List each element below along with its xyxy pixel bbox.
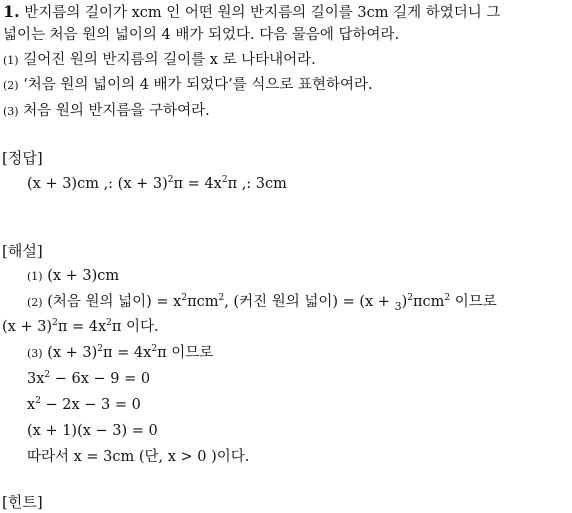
superscript: 2 [221,175,228,185]
sub-question-number: (1) [3,54,19,67]
explanation-line-2 [27,292,497,317]
problem-stem-line2: 넓이는 처음 원의 넓이의 4 배가 되었다. 다음 물음에 답하여라. [3,27,400,43]
explanation-line-5 [27,369,150,389]
sub-question-2 [3,75,373,96]
subscript-number: 3 [394,299,402,313]
explanation-line-4 [27,343,213,364]
answer-part: ,: 3cm [241,176,287,192]
explanation-line-1 [27,266,119,287]
explanation-text: πcm [187,294,219,310]
superscript: 2 [106,318,112,328]
problem-stem-line1 [3,2,500,23]
problem-number: 1. [3,2,20,21]
explanation-text: , (커진 원의 넓이) = (x + [224,294,395,310]
superscript: 2 [218,293,225,303]
explanation-line-6 [27,395,141,415]
superscript: 2 [181,293,188,303]
answer-part: π [227,176,238,192]
explanation-text: (처음 원의 넓이) = x [47,294,182,310]
superscript: 2 [44,370,51,380]
explanation-text: − 6x − 9 = 0 [50,371,151,387]
superscript: 2 [167,175,174,185]
explanation-label: [해설] [2,242,43,260]
explanation-text: π = 4x [103,345,152,361]
superscript: 2 [52,318,58,328]
explanation-text: 3x [27,371,45,387]
superscript: 2 [35,396,41,406]
explanation-text: (x + 3)cm [47,268,120,284]
superscript: 2 [407,293,413,303]
sub-question-text: 길어진 원의 반지름의 길이를 x 로 나타내어라. [23,52,316,68]
explanation-number: (2) [27,296,43,309]
explanation-line-3 [2,317,159,337]
sub-question-3 [3,101,210,122]
sub-question-text: ‘처음 원의 넓이의 4 배가 되었다’를 식으로 표현하여라. [23,77,373,93]
answer-label: [정답] [2,149,43,167]
problem-stem-text1: 반지름의 길이가 xcm 인 어떤 원의 반지름의 길이를 3cm 길게 하였더니 그 [24,5,501,21]
explanation-text: π 이므로 [157,345,214,361]
sub-question-number: (3) [3,105,19,118]
superscript: 2 [151,344,158,354]
explanation-text: ) [401,294,408,310]
explanation-line-8: 따라서 x = 3cm (단, x > 0 )이다. [27,449,250,465]
hint-label: [힌트] [2,493,43,511]
explanation-text: (x + 3) [47,345,98,361]
explanation-text: πcm [412,294,445,310]
sub-question-text: 처음 원의 반지름을 구하여라. [23,103,210,119]
answer-line [27,174,287,194]
explanation-text: − 2x − 3 = 0 [40,397,141,413]
explanation-number: (3) [27,347,43,360]
answer-part: π = 4x [173,176,222,192]
explanation-text: π 이다. [111,319,159,335]
superscript: 2 [97,344,104,354]
superscript: 2 [444,293,451,303]
explanation-number: (1) [27,270,43,283]
explanation-text: x [27,397,36,413]
explanation-line-7: (x + 1)(x − 3) = 0 [27,423,158,439]
sub-question-1 [3,50,316,71]
explanation-text: π = 4x [57,319,107,335]
sub-question-number: (2) [3,79,19,92]
explanation-text: 이므로 [450,294,497,310]
explanation-text: (x + 3) [2,319,53,335]
answer-part: (x + 3)cm [27,176,99,192]
answer-part: ,: (x + 3) [103,176,168,192]
